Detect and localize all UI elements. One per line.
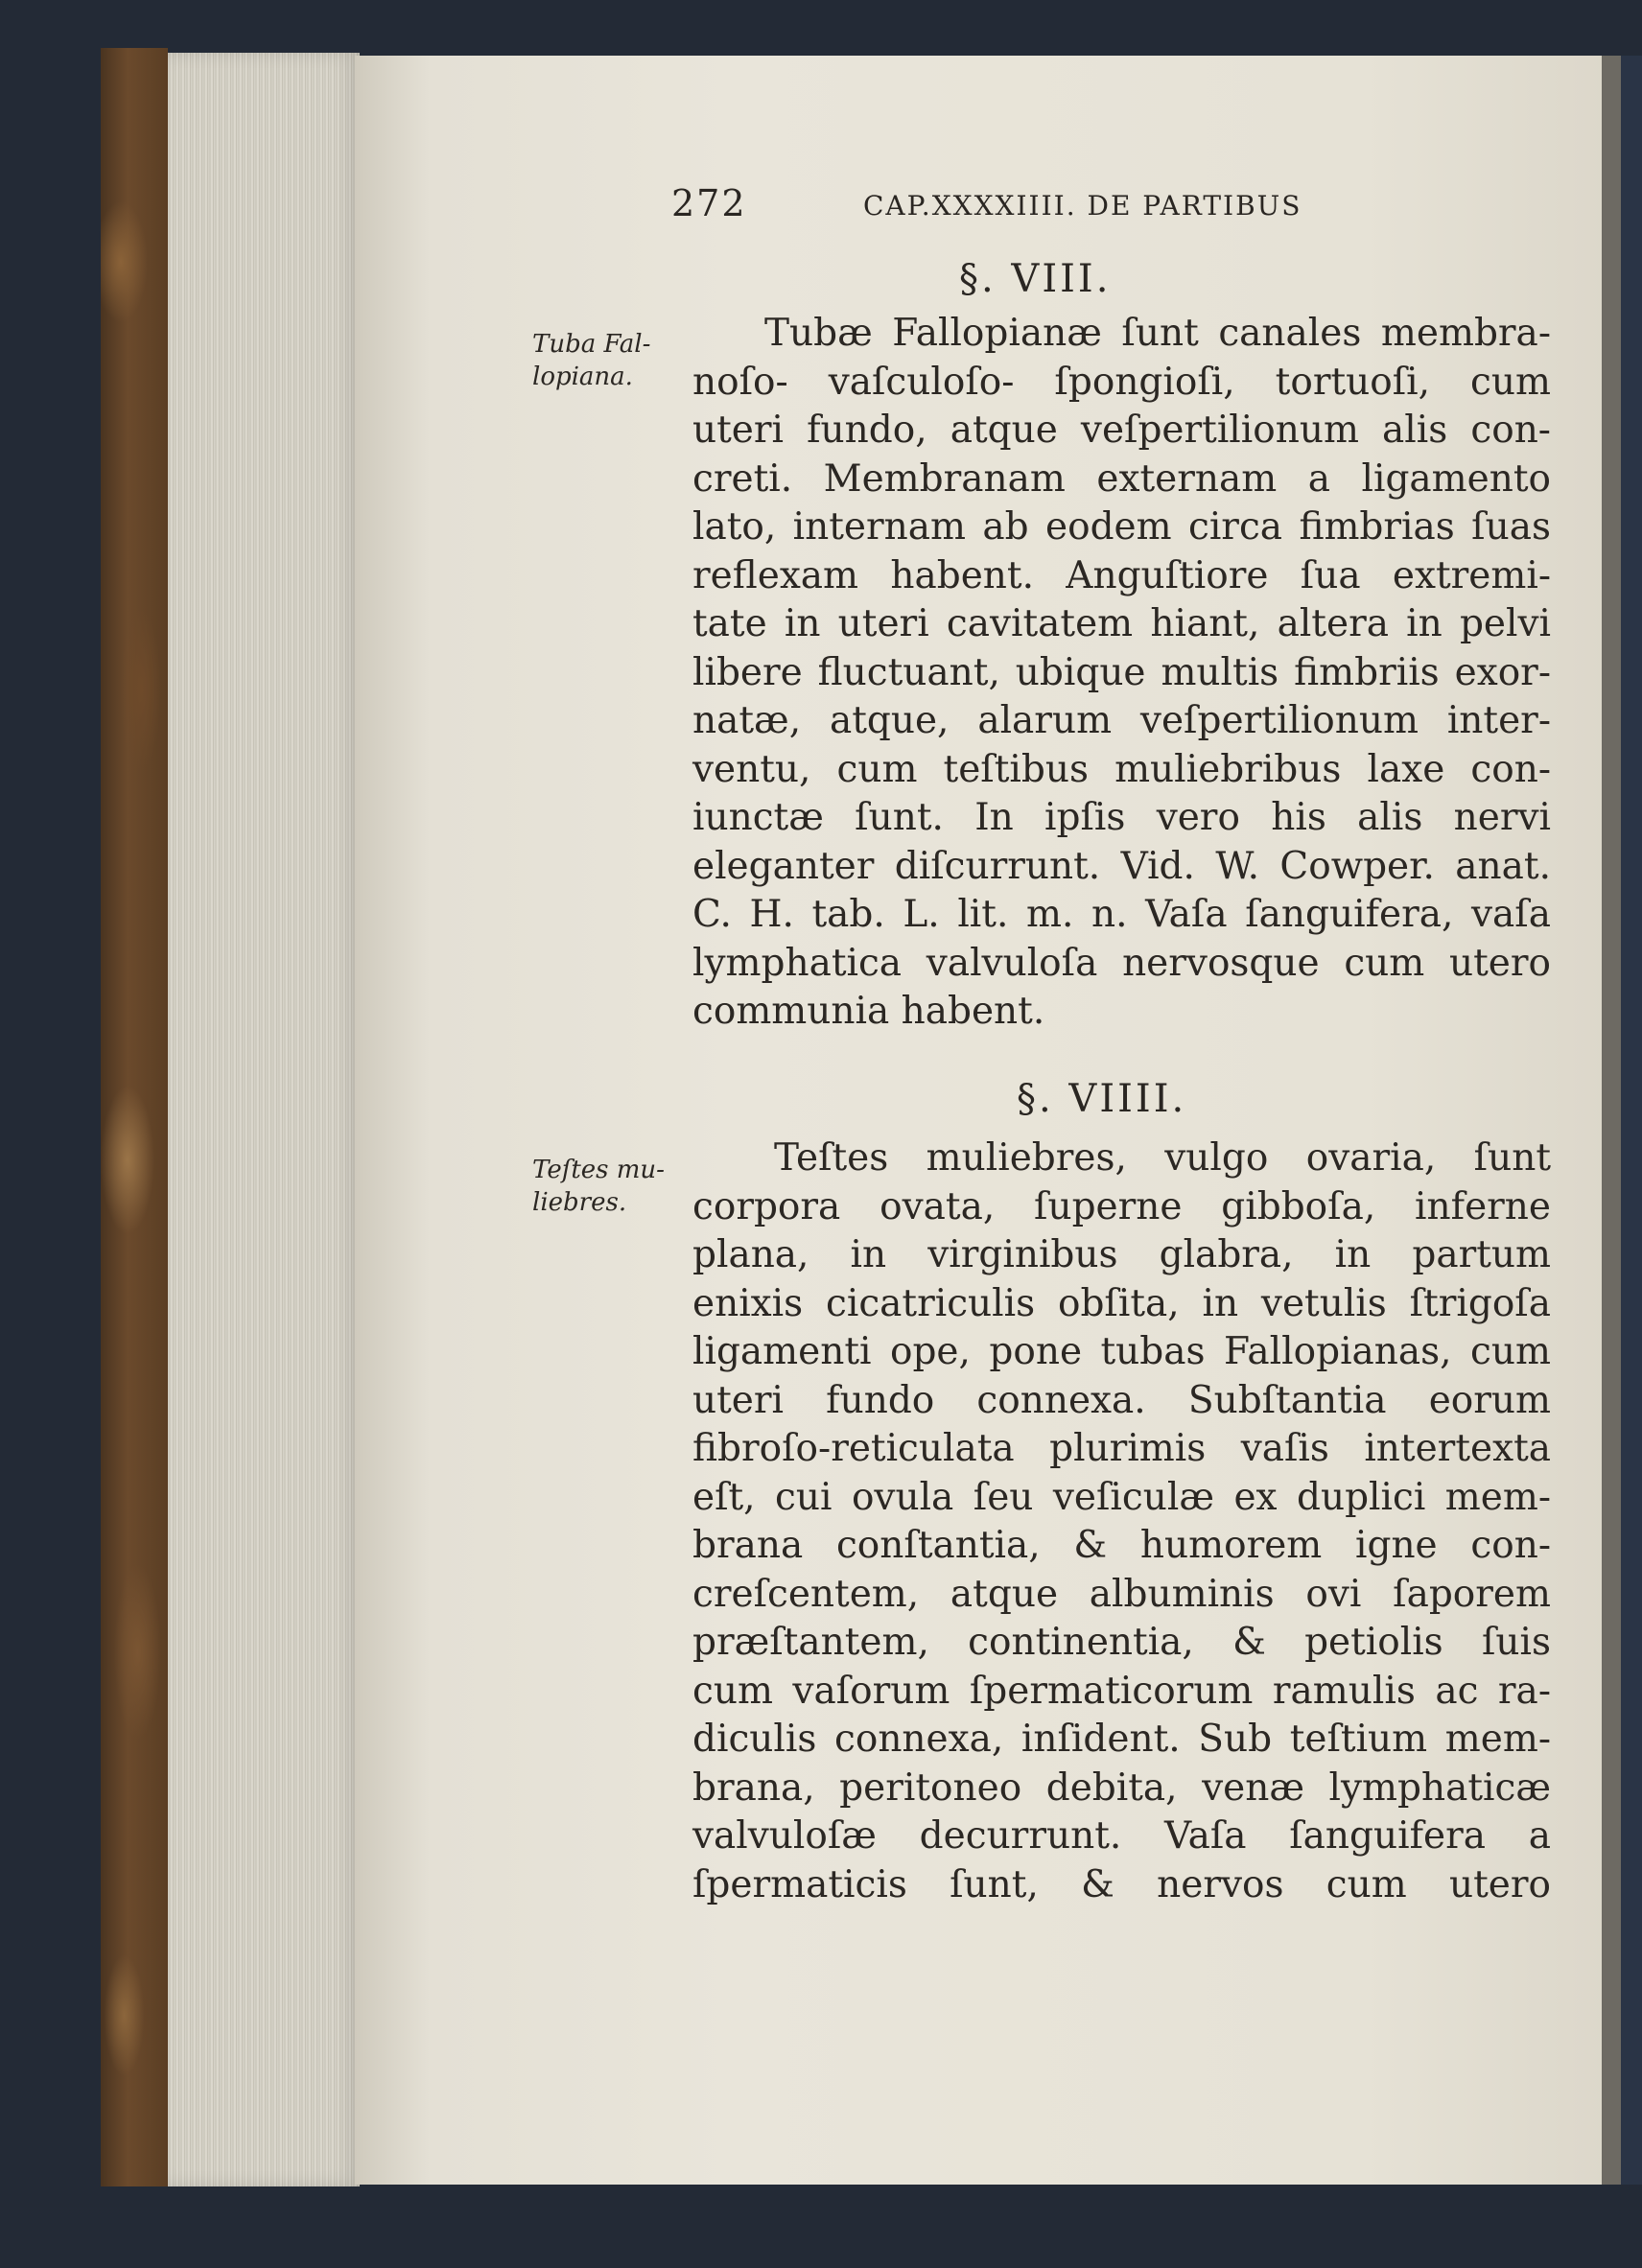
text-line: communia habent.	[692, 990, 1045, 1033]
text-line: plana, in virginibus glabra, in partum	[692, 1233, 1551, 1276]
text-line: Tubæ Fallopianæ ſunt canales membra-	[764, 312, 1551, 355]
text-line: natæ, atque, alarum veſpertilionum inter-	[692, 699, 1551, 742]
margin-note-line: Tuba Fal-	[532, 330, 651, 359]
text-line: eſt, cui ovula ſeu veſiculæ ex duplici mem-	[692, 1475, 1551, 1519]
text-line: lato, internam ab eodem circa fimbrias ſuas	[692, 505, 1551, 549]
text-line: ventu, cum teſtibus muliebribus laxe con-	[692, 747, 1551, 791]
text-line: ſpermaticis ſunt, & nervos cum utero	[692, 1862, 1551, 1906]
paragraph-viii	[692, 310, 1551, 1037]
text-line: uteri fundo, atque veſpertilionum alis con-	[692, 409, 1551, 452]
text-line: libere fluctuant, ubique multis fimbriis exor-	[692, 650, 1551, 694]
text-line: eleganter diſcurrunt. Vid. W. Cowper. anat.	[692, 844, 1551, 888]
text-line: brana conſtantia, & humorem igne con-	[692, 1524, 1551, 1567]
margin-note-line: liebres.	[532, 1188, 627, 1217]
running-head: CAP.XXXXIIII. DE PARTIBUS	[863, 190, 1302, 222]
section-heading-viii: §. VIII.	[959, 257, 1112, 301]
text-line: præſtantem, continentia, & petiolis ſuis	[692, 1621, 1551, 1664]
text-line: uteri fundo connexa. Subſtantia eorum	[692, 1378, 1551, 1422]
text-line: reflexam habent. Anguſtiore ſua extremi-	[692, 553, 1551, 597]
text-line: creti. Membranam externam a ligamento	[692, 456, 1551, 501]
margin-note-testes	[532, 1154, 665, 1219]
margin-note-line: lopiana.	[532, 362, 633, 391]
text-line: valvuloſæ decurrunt. Vaſa ſanguifera a	[692, 1814, 1551, 1858]
text-line: ligamenti ope, pone tubas Fallopianas, cum	[692, 1330, 1551, 1373]
text-line: noſo- vaſculoſo- ſpongioſi, tortuoſi, cum	[692, 360, 1551, 404]
text-line: corpora ovata, ſuperne gibboſa, inferne	[692, 1184, 1551, 1228]
margin-note-tuba	[532, 328, 650, 393]
text-line: enixis cicatriculis obſita, in vetulis ſtrigoſa	[692, 1281, 1551, 1325]
section-heading-viiii: §. VIIII.	[1017, 1077, 1187, 1121]
marbled-cover	[101, 48, 168, 2186]
text-line: lymphatica valvuloſa nervosque cum utero	[692, 941, 1551, 985]
text-line: tate in uteri cavitatem hiant, altera in pelvi	[692, 602, 1551, 645]
text-line: creſcentem, atque albuminis ovi ſaporem	[692, 1572, 1551, 1616]
text-line: fibroſo-reticulata plurimis vaſis intertexta	[692, 1427, 1551, 1470]
text-line: cum vaſorum ſpermaticorum ramulis ac ra-	[692, 1669, 1551, 1713]
page-edges	[168, 53, 360, 2186]
text-line: iunctæ ſunt. In ipſis vero his alis nervi	[692, 796, 1551, 839]
margin-note-line: Teſtes mu-	[532, 1156, 665, 1184]
text-line: C. H. tab. L. lit. m. n. Vaſa ſanguifera, vaſa	[692, 893, 1551, 936]
paragraph-viiii	[692, 1134, 1551, 1909]
text-line: diculis connexa, inſident. Sub teſtium mem-	[692, 1718, 1551, 1761]
scan-edge	[1621, 56, 1642, 2185]
text-line: Teſtes muliebres, vulgo ovaria, ſunt	[774, 1136, 1551, 1180]
text-line: brana, peritoneo debita, venæ lymphaticæ	[692, 1765, 1551, 1810]
page-number: 272	[671, 182, 747, 224]
